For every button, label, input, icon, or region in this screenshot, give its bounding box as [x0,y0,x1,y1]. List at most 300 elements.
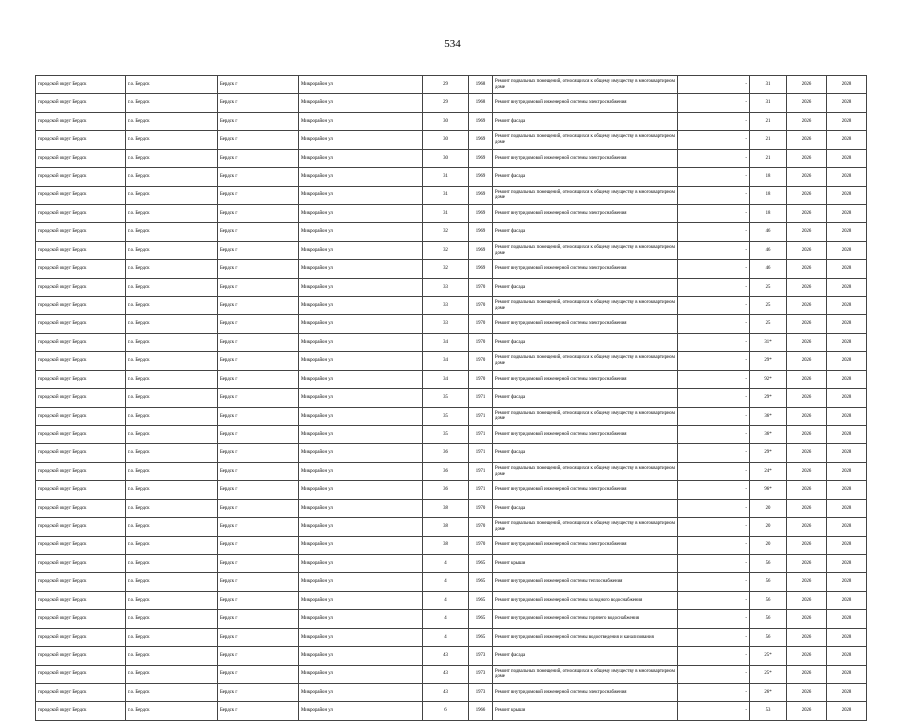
cell-count: 46 [750,223,787,241]
cell-year: 1969 [469,131,493,149]
cell-dash: - [678,462,750,480]
cell-locality: Бердск г [218,536,299,554]
cell-district: городской округ Бердск [36,389,126,407]
cell-count: 20 [750,536,787,554]
cell-house: 4 [423,610,469,628]
cell-street: Микрорайон ул [299,223,423,241]
cell-district: городской округ Бердск [36,315,126,333]
cell-street: Микрорайон ул [299,481,423,499]
cell-count: 25* [750,665,787,683]
cell-street: Микрорайон ул [299,131,423,149]
cell-work-type: Ремонт подвальных помещений, относящихся к общему имуществу в многоквартирном доме [493,352,678,370]
cell-year-from: 2026 [787,168,827,186]
cell-district: городской округ Бердск [36,499,126,517]
cell-year-to: 2028 [827,702,867,720]
cell-work-type: Ремонт внутридомовой инженерной системы электроснабжения [493,536,678,554]
cell-locality: Бердск г [218,149,299,167]
cell-street: Микрорайон ул [299,610,423,628]
cell-count: 96* [750,481,787,499]
cell-house: 4 [423,628,469,646]
cell-year-from: 2026 [787,370,827,388]
cell-street: Микрорайон ул [299,665,423,683]
cell-district: городской округ Бердск [36,647,126,665]
cell-work-type: Ремонт внутридомовой инженерной системы электроснабжения [493,149,678,167]
cell-locality: Бердск г [218,591,299,609]
cell-locality: Бердск г [218,462,299,480]
cell-district: городской округ Бердск [36,297,126,315]
cell-locality: Бердск г [218,260,299,278]
cell-locality: Бердск г [218,131,299,149]
cell-year-to: 2028 [827,462,867,480]
cell-year-to: 2028 [827,554,867,572]
cell-city: г.о. Бердск [126,131,218,149]
cell-locality: Бердск г [218,683,299,701]
cell-year: 1971 [469,407,493,425]
cell-year-to: 2028 [827,370,867,388]
cell-street: Микрорайон ул [299,554,423,572]
cell-locality: Бердск г [218,186,299,204]
cell-year: 1965 [469,573,493,591]
cell-street: Микрорайон ул [299,204,423,222]
table-row [36,444,867,462]
cell-count: 20 [750,499,787,517]
cell-dash: - [678,241,750,259]
cell-year-from: 2026 [787,591,827,609]
cell-work-type: Ремонт фасада [493,499,678,517]
cell-count: 24* [750,462,787,480]
cell-locality: Бердск г [218,647,299,665]
cell-locality: Бердск г [218,352,299,370]
cell-work-type: Ремонт внутридомовой инженерной системы водоотведения и канализования [493,628,678,646]
cell-locality: Бердск г [218,94,299,112]
cell-locality: Бердск г [218,573,299,591]
cell-count: 20 [750,518,787,536]
cell-count: 21 [750,149,787,167]
cell-count: 25 [750,297,787,315]
cell-locality: Бердск г [218,315,299,333]
cell-year-to: 2028 [827,610,867,628]
cell-street: Микрорайон ул [299,370,423,388]
cell-street: Микрорайон ул [299,444,423,462]
table-row [36,241,867,259]
cell-year-from: 2026 [787,499,827,517]
cell-year: 1969 [469,241,493,259]
cell-dash: - [678,370,750,388]
cell-street: Микрорайон ул [299,260,423,278]
cell-year: 1969 [469,149,493,167]
cell-dash: - [678,260,750,278]
cell-year-to: 2028 [827,518,867,536]
page-number: 534 [444,38,461,50]
cell-year: 1966 [469,702,493,720]
cell-year: 1971 [469,426,493,444]
cell-dash: - [678,702,750,720]
cell-year-from: 2026 [787,186,827,204]
cell-city: г.о. Бердск [126,278,218,296]
cell-house: 35 [423,389,469,407]
cell-count: 18 [750,204,787,222]
table-row [36,591,867,609]
cell-year-from: 2026 [787,610,827,628]
cell-city: г.о. Бердск [126,444,218,462]
cell-street: Микрорайон ул [299,278,423,296]
cell-count: 56 [750,610,787,628]
cell-year-to: 2028 [827,112,867,130]
cell-dash: - [678,628,750,646]
cell-locality: Бердск г [218,426,299,444]
cell-work-type: Ремонт подвальных помещений, относящихся к общему имуществу в многоквартирном доме [493,462,678,480]
cell-city: г.о. Бердск [126,573,218,591]
cell-count: 29* [750,444,787,462]
cell-locality: Бердск г [218,76,299,94]
cell-street: Микрорайон ул [299,702,423,720]
cell-work-type: Ремонт внутридомовой инженерной системы электроснабжения [493,683,678,701]
cell-locality: Бердск г [218,499,299,517]
cell-dash: - [678,168,750,186]
cell-count: 21 [750,131,787,149]
cell-city: г.о. Бердск [126,333,218,351]
cell-street: Микрорайон ул [299,112,423,130]
cell-dash: - [678,573,750,591]
cell-year-to: 2028 [827,297,867,315]
table-row [36,297,867,315]
table-body [36,76,867,721]
cell-year: 1970 [469,315,493,333]
cell-city: г.о. Бердск [126,665,218,683]
cell-work-type: Ремонт фасада [493,223,678,241]
table-row [36,499,867,517]
cell-city: г.о. Бердск [126,149,218,167]
cell-year-to: 2028 [827,536,867,554]
cell-count: 29* [750,389,787,407]
cell-count: 46 [750,260,787,278]
cell-year: 1969 [469,168,493,186]
cell-district: городской округ Бердск [36,481,126,499]
table-row [36,112,867,130]
cell-district: городской округ Бердск [36,352,126,370]
cell-district: городской округ Бердск [36,554,126,572]
cell-year-from: 2026 [787,204,827,222]
table-row [36,426,867,444]
cell-city: г.о. Бердск [126,610,218,628]
cell-street: Микрорайон ул [299,573,423,591]
cell-year-from: 2026 [787,389,827,407]
cell-year-to: 2028 [827,499,867,517]
table-row [36,536,867,554]
cell-dash: - [678,131,750,149]
cell-locality: Бердск г [218,665,299,683]
cell-dash: - [678,333,750,351]
cell-city: г.о. Бердск [126,499,218,517]
cell-city: г.о. Бердск [126,389,218,407]
cell-year-to: 2028 [827,168,867,186]
cell-dash: - [678,389,750,407]
cell-year-from: 2026 [787,683,827,701]
cell-street: Микрорайон ул [299,426,423,444]
cell-house: 38 [423,499,469,517]
cell-year: 1973 [469,647,493,665]
cell-year-from: 2026 [787,407,827,425]
cell-district: городской округ Бердск [36,149,126,167]
cell-year-to: 2028 [827,94,867,112]
cell-dash: - [678,683,750,701]
table-row [36,665,867,683]
table-row [36,315,867,333]
cell-house: 38 [423,536,469,554]
cell-street: Микрорайон ул [299,149,423,167]
cell-work-type: Ремонт внутридомовой инженерной системы электроснабжения [493,315,678,333]
cell-dash: - [678,481,750,499]
cell-street: Микрорайон ул [299,628,423,646]
cell-city: г.о. Бердск [126,426,218,444]
table-row [36,168,867,186]
cell-street: Микрорайон ул [299,297,423,315]
cell-work-type: Ремонт внутридомовой инженерной системы электроснабжения [493,204,678,222]
cell-count: 56 [750,591,787,609]
cell-dash: - [678,518,750,536]
cell-dash: - [678,204,750,222]
cell-street: Микрорайон ул [299,168,423,186]
cell-count: 56 [750,573,787,591]
cell-year-to: 2028 [827,76,867,94]
cell-dash: - [678,186,750,204]
cell-district: городской округ Бердск [36,573,126,591]
cell-district: городской округ Бердск [36,628,126,646]
cell-year-from: 2026 [787,554,827,572]
cell-city: г.о. Бердск [126,260,218,278]
cell-locality: Бердск г [218,241,299,259]
cell-work-type: Ремонт внутридомовой инженерной системы теплоснабжения [493,573,678,591]
cell-count: 56 [750,628,787,646]
cell-year-to: 2028 [827,223,867,241]
cell-year: 1969 [469,260,493,278]
cell-work-type: Ремонт подвальных помещений, относящихся к общему имуществу в многоквартирном доме [493,665,678,683]
cell-year-from: 2026 [787,260,827,278]
cell-work-type: Ремонт внутридомовой инженерной системы электроснабжения [493,426,678,444]
cell-district: городской округ Бердск [36,591,126,609]
cell-city: г.о. Бердск [126,168,218,186]
cell-work-type: Ремонт фасада [493,278,678,296]
cell-count: 92* [750,370,787,388]
cell-year-to: 2028 [827,186,867,204]
table-row [36,204,867,222]
cell-locality: Бердск г [218,389,299,407]
table-row [36,76,867,94]
cell-count: 26* [750,683,787,701]
table-row [36,628,867,646]
cell-dash: - [678,426,750,444]
cell-year-to: 2028 [827,389,867,407]
cell-locality: Бердск г [218,407,299,425]
cell-city: г.о. Бердск [126,297,218,315]
cell-district: городской округ Бердск [36,223,126,241]
cell-year: 1970 [469,536,493,554]
cell-house: 31 [423,186,469,204]
cell-year-from: 2026 [787,149,827,167]
cell-year-from: 2026 [787,94,827,112]
cell-year-from: 2026 [787,462,827,480]
cell-dash: - [678,278,750,296]
cell-year-from: 2026 [787,444,827,462]
cell-city: г.о. Бердск [126,591,218,609]
cell-year: 1971 [469,462,493,480]
cell-count: 25* [750,647,787,665]
cell-dash: - [678,223,750,241]
cell-street: Микрорайон ул [299,352,423,370]
cell-work-type: Ремонт подвальных помещений, относящихся к общему имуществу в многоквартирном доме [493,76,678,94]
cell-district: городской округ Бердск [36,168,126,186]
cell-year-from: 2026 [787,223,827,241]
cell-house: 35 [423,407,469,425]
cell-year: 1970 [469,499,493,517]
cell-district: городской округ Бердск [36,444,126,462]
cell-city: г.о. Бердск [126,518,218,536]
cell-street: Микрорайон ул [299,407,423,425]
cell-year-to: 2028 [827,647,867,665]
cell-district: городской округ Бердск [36,278,126,296]
data-table [35,75,867,721]
cell-count: 53 [750,702,787,720]
cell-city: г.о. Бердск [126,407,218,425]
cell-work-type: Ремонт внутридомовой инженерной системы холодного водоснабжения [493,591,678,609]
cell-work-type: Ремонт подвальных помещений, относящихся к общему имуществу в многоквартирном доме [493,186,678,204]
cell-year: 1970 [469,370,493,388]
cell-dash: - [678,149,750,167]
cell-locality: Бердск г [218,702,299,720]
cell-year-to: 2028 [827,591,867,609]
cell-locality: Бердск г [218,370,299,388]
cell-dash: - [678,444,750,462]
cell-work-type: Ремонт фасада [493,333,678,351]
cell-year-to: 2028 [827,665,867,683]
cell-dash: - [678,112,750,130]
cell-dash: - [678,352,750,370]
cell-year-to: 2028 [827,573,867,591]
cell-house: 30 [423,131,469,149]
cell-house: 38 [423,518,469,536]
cell-year-from: 2026 [787,536,827,554]
cell-year-from: 2026 [787,647,827,665]
cell-street: Микрорайон ул [299,315,423,333]
cell-work-type: Ремонт внутридомовой инженерной системы электроснабжения [493,94,678,112]
cell-year-to: 2028 [827,407,867,425]
cell-street: Микрорайон ул [299,333,423,351]
cell-street: Микрорайон ул [299,76,423,94]
cell-year: 1969 [469,204,493,222]
cell-work-type: Ремонт подвальных помещений, относящихся к общему имуществу в многоквартирном доме [493,407,678,425]
cell-city: г.о. Бердск [126,112,218,130]
cell-year-from: 2026 [787,297,827,315]
cell-work-type: Ремонт фасада [493,168,678,186]
cell-year: 1971 [469,389,493,407]
table-row [36,481,867,499]
cell-work-type: Ремонт внутридомовой инженерной системы электроснабжения [493,260,678,278]
cell-locality: Бердск г [218,223,299,241]
cell-year: 1969 [469,112,493,130]
table-row [36,683,867,701]
cell-street: Микрорайон ул [299,647,423,665]
cell-work-type: Ремонт подвальных помещений, относящихся к общему имуществу в многоквартирном доме [493,518,678,536]
cell-count: 18 [750,186,787,204]
cell-street: Микрорайон ул [299,241,423,259]
cell-street: Микрорайон ул [299,94,423,112]
cell-work-type: Ремонт внутридомовой инженерной системы горячего водоснабжения [493,610,678,628]
cell-street: Микрорайон ул [299,462,423,480]
cell-city: г.о. Бердск [126,370,218,388]
cell-work-type: Ремонт крыши [493,702,678,720]
cell-district: городской округ Бердск [36,112,126,130]
cell-district: городской округ Бердск [36,536,126,554]
cell-locality: Бердск г [218,112,299,130]
cell-year-from: 2026 [787,278,827,296]
cell-year-from: 2026 [787,131,827,149]
cell-count: 25 [750,278,787,296]
cell-work-type: Ремонт подвальных помещений, относящихся к общему имуществу в многоквартирном доме [493,131,678,149]
cell-year-from: 2026 [787,333,827,351]
cell-year-to: 2028 [827,481,867,499]
cell-house: 43 [423,665,469,683]
cell-locality: Бердск г [218,297,299,315]
cell-district: городской округ Бердск [36,610,126,628]
cell-year-to: 2028 [827,204,867,222]
cell-city: г.о. Бердск [126,683,218,701]
cell-year: 1973 [469,665,493,683]
cell-city: г.о. Бердск [126,628,218,646]
cell-district: городской округ Бердск [36,241,126,259]
cell-count: 31* [750,333,787,351]
cell-year: 1969 [469,223,493,241]
cell-city: г.о. Бердск [126,315,218,333]
cell-year-to: 2028 [827,131,867,149]
cell-work-type: Ремонт внутридомовой инженерной системы электроснабжения [493,370,678,388]
cell-district: городской округ Бердск [36,94,126,112]
cell-count: 56 [750,554,787,572]
cell-house: 30 [423,112,469,130]
cell-city: г.о. Бердск [126,647,218,665]
cell-dash: - [678,94,750,112]
cell-year-from: 2026 [787,352,827,370]
cell-dash: - [678,647,750,665]
cell-year-from: 2026 [787,76,827,94]
cell-work-type: Ремонт фасада [493,112,678,130]
cell-year: 1971 [469,444,493,462]
cell-city: г.о. Бердск [126,481,218,499]
cell-year-to: 2028 [827,149,867,167]
cell-work-type: Ремонт внутридомовой инженерной системы электроснабжения [493,481,678,499]
cell-year-from: 2026 [787,426,827,444]
cell-district: городской округ Бердск [36,462,126,480]
table-row [36,573,867,591]
cell-house: 31 [423,168,469,186]
cell-year: 1971 [469,481,493,499]
cell-district: городской округ Бердск [36,76,126,94]
cell-house: 6 [423,702,469,720]
table-row [36,647,867,665]
cell-house: 33 [423,297,469,315]
cell-year: 1965 [469,591,493,609]
cell-year: 1965 [469,610,493,628]
cell-year: 1970 [469,278,493,296]
cell-district: городской округ Бердск [36,407,126,425]
cell-city: г.о. Бердск [126,223,218,241]
cell-city: г.о. Бердск [126,76,218,94]
cell-locality: Бердск г [218,518,299,536]
cell-year-from: 2026 [787,518,827,536]
cell-year-from: 2026 [787,628,827,646]
cell-house: 43 [423,647,469,665]
table-row [36,260,867,278]
cell-house: 4 [423,591,469,609]
